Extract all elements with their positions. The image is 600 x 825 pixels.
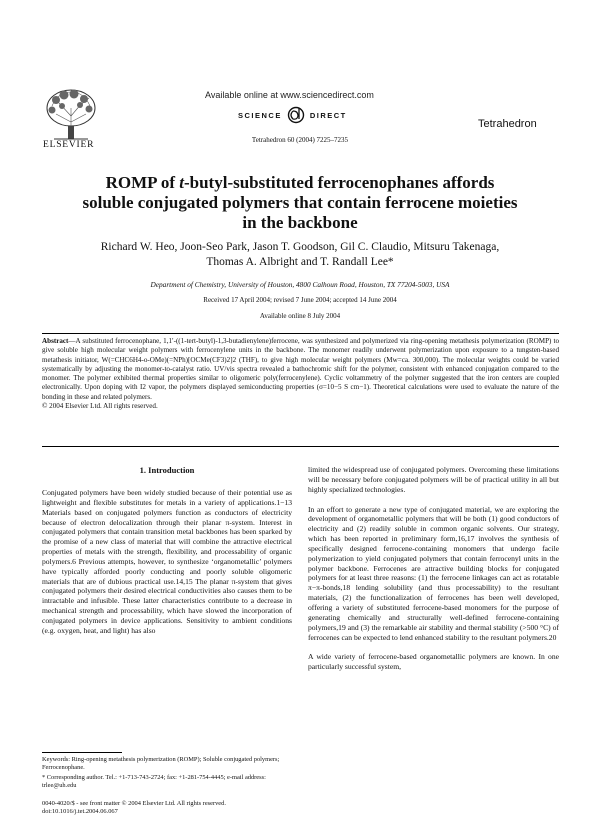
intro-paragraph-1: Conjugated polymers have been widely studied because of their potential use as lightweight and flexible substitutes for metals in a variety of applications.1−13 Materials based on conjugated polymers function as conductors of electricity because of electron delocalization through their planar π-system. Interest in conjugated polymers that contain transition metal backbones has been sparked by the promise of a new class of material that will combine the attractive electrical properties of metals with the strength, flexibility, and processability of organic polymers.6 Previous attempts, however, to synthesize ‘organometallic’ polymers have typically afforded poorly conducting and poorly soluble oligomeric materials that are of dubious practical use.14,15 The planar π-system that gives conjugated polymers their desired electrical conductivities also causes them to be intractable and infusible. These latter characteristics contribute to a decrease in mechanical strength and processability, which have slowed the incorporation of conjugated polymers in device applications. Sensitivity to ambient conditions (e.g. oxygen, heat, and light) has also (42, 488, 292, 635)
online-date: Available online 8 July 2004 (259, 312, 341, 320)
abstract-label: Abstract (42, 337, 69, 345)
abstract-block (42, 337, 559, 411)
article-title: ROMP of t-butyl-substituted ferrocenophanes affords soluble conjugated polymers that contain ferrocene moieties in the backbone (82, 173, 518, 232)
corresponding-author-footnote[interactable]: * Corresponding author. Tel.: +1-713-743-2724; fax: +1-281-754-4445; e-mail address: trlee@uh.edu (42, 774, 266, 789)
authors-line-1: Richard W. Heo, Joon-Seo Park, Jason T. Goodson, Gil C. Claudio, Mitsuru Takenaga, (100, 241, 500, 253)
left-column-text (42, 488, 292, 636)
journal-citation: Tetrahedron 60 (2004) 7225–7235 (251, 136, 349, 144)
issn-line: 0040-4020/$ - see front matter © 2004 Elsevier Ltd. All rights reserved. (42, 800, 226, 807)
intro-paragraph-3: In an effort to generate a new type of conjugated material, we are exploring the development of organometallic polymers that will be both (1) good conductors of electricity and (2) readily soluble in common organic solvents. Our strategy, which has been reported in preliminary form,16,17 involves the synthesis of specifically designed ferrocene-containing monomers that undergo facile polymerization to yield conjugated polymers that contain ferrocenyl units in the polymer backbone. Ferrocenes are attractive building blocks for conjugated polymers for at least three reasons: (1) the ferrocene linkages can act as rotatable π−π-bonds,18 lending solubility (and thus processability) to the resultant materials, (2) the functionalization of ferrocenes has been well developed, offering a variety of substituted ferrocene-based monomers for the purpose of generating chemically and structurally well-defined ferrocene-containing polymers,19 and (3) the remarkable air stability and thermal stability (>500 °C) of ferrocenes can be expected to lend enhanced stability to the resultant polymers.20 (308, 504, 559, 642)
abstract-top-rule (42, 333, 559, 334)
intro-paragraph-4: A wide variety of ferrocene-based organometallic polymers are known. In one particularly successful system, (308, 652, 559, 672)
keywords-footnote: Keywords: Ring-opening metathesis polymerization (ROMP); Soluble conjugated polymers; Ferrocenophane. (42, 756, 280, 771)
journal-name: Tetrahedron (478, 118, 537, 130)
sciencedirect-d-icon (285, 106, 307, 124)
direct-word: DIRECT (309, 110, 347, 120)
author-list (55, 240, 545, 270)
abstract-text: —A substituted ferrocenophane, 1,1′-((1-tert-butyl)-1,3-butadienylene)ferrocene, was synthesized and polymerized via ring-opening metathesis polymerization (ROMP) to give soluble high molecular weight polymers with ferrocenylene units in the backbone. The monomer readily underwent polymerization upon exposure to a tungsten-based metathesis initiator, W(=CHC6H4-o-OMe)(=NPh)[OCMe(CF3)2]2 (THF), to give high molecular weight polymers (Mw=ca. 300,000). The molecular weights could be varied systematically by adjusting the monomer-to-catalyst ratio. UV/vis spectra revealed a bathochromic shift for the polymer, consistent with enhanced conjugation compared to the monomer. The polymer exhibited thermal properties similar to oligomeric poly(ferrocenylene). Cyclic voltammetry of the polymer suggested that the iron centers are coupled electronically. Upon doping with I2 vapor, the polymers displayed semiconducting properties (σ=10−5 S cm−1). Theoretical calculations were used to evaluate the nature of the bonding in these and related polymers. (42, 337, 559, 401)
abstract-paragraph (42, 337, 559, 402)
affiliation: Department of Chemistry, University of Houston, 4800 Calhoun Road, Houston, TX 77204-5003, USA (150, 280, 450, 289)
received-dates: Received 17 April 2004; revised 7 June 2004; accepted 14 June 2004 (203, 296, 397, 304)
abstract-bottom-rule (42, 446, 559, 447)
elsevier-tree-logo (42, 86, 100, 142)
abstract-copyright: © 2004 Elsevier Ltd. All rights reserved. (42, 402, 158, 411)
footnote-rule (42, 752, 122, 753)
authors-line-2: Thomas A. Albright and T. Randall Lee* (206, 256, 394, 268)
sciencedirect-logo (238, 106, 347, 124)
doi-line[interactable]: doi:10.1016/j.tet.2004.06.067 (42, 808, 118, 815)
publisher-name: ELSEVIER (43, 140, 95, 150)
right-column-text (308, 465, 559, 672)
section-heading-introduction: 1. Introduction (139, 465, 195, 475)
science-word: SCIENCE (238, 110, 282, 120)
available-online-banner[interactable]: Available online at www.sciencedirect.com (205, 90, 374, 100)
intro-paragraph-2: limited the widespread use of conjugated polymers. Overcoming these limitations will be necessary before conjugated polymers will be of practical utility in all but highly specialized technologies. (308, 465, 559, 494)
